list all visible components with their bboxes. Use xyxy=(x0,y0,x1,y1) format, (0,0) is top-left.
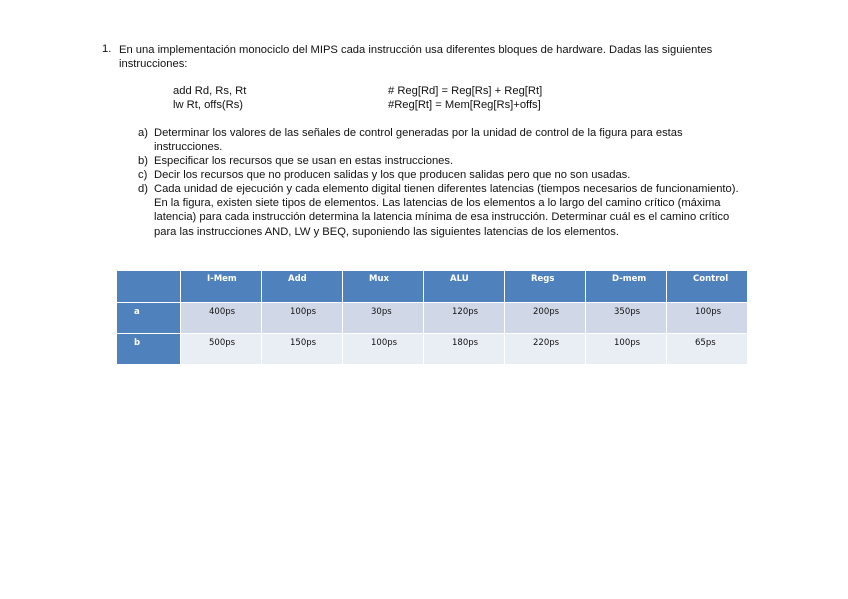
instruction-comment-lw: #Reg[Rt] = Mem[Reg[Rs]+offs] xyxy=(388,99,541,111)
table-cell: 65ps xyxy=(667,334,748,365)
column-header-control: Control xyxy=(667,271,748,303)
table-cell: 100ps xyxy=(667,303,748,334)
subquestion-label: a) xyxy=(138,127,148,139)
question-intro: En una implementación monociclo del MIPS cada instrucción usa diferentes bloques de hardware. Dadas las siguientes instrucciones: xyxy=(119,44,713,70)
instruction-code-add: add Rd, Rs, Rt xyxy=(173,85,247,97)
column-header-mux: Mux xyxy=(343,271,424,303)
table-cell: 150ps xyxy=(262,334,343,365)
column-header-add: Add xyxy=(262,271,343,303)
table-header-row xyxy=(117,271,748,303)
question-number: 1. xyxy=(102,43,112,55)
column-header-regs: Regs xyxy=(505,271,586,303)
subquestion-label: b) xyxy=(138,155,148,167)
table-cell: 100ps xyxy=(343,334,424,365)
table-cell: 200ps xyxy=(505,303,586,334)
subquestion-text: Determinar los valores de las señales de control generadas por la unidad de control de la figura para estas instrucciones. xyxy=(154,127,683,154)
table-row xyxy=(117,334,748,365)
table-cell: 500ps xyxy=(181,334,262,365)
subquestion-text: Decir los recursos que no producen salidas y los que producen salidas pero que no son usadas. xyxy=(154,169,631,181)
instruction-code-lw: lw Rt, offs(Rs) xyxy=(173,99,244,111)
table-cell: 350ps xyxy=(586,303,667,334)
table-cell: 120ps xyxy=(424,303,505,334)
column-header-imem: I-Mem xyxy=(181,271,262,303)
column-header-alu: ALU xyxy=(424,271,505,303)
table-cell: 100ps xyxy=(586,334,667,365)
table-corner-cell xyxy=(117,271,181,303)
table-row xyxy=(117,303,748,334)
row-header-b: b xyxy=(117,334,181,365)
subquestion-label: d) xyxy=(138,183,148,195)
subquestion-label: c) xyxy=(138,169,148,181)
subquestion-text: Especificar los recursos que se usan en estas instrucciones. xyxy=(154,155,454,167)
table-cell: 220ps xyxy=(505,334,586,365)
latency-table xyxy=(116,270,748,365)
table-cell: 100ps xyxy=(262,303,343,334)
instruction-comment-add: # Reg[Rd] = Reg[Rs] + Reg[Rt] xyxy=(388,85,543,97)
table-cell: 400ps xyxy=(181,303,262,334)
row-header-a: a xyxy=(117,303,181,334)
table-cell: 180ps xyxy=(424,334,505,365)
subquestion-text: Cada unidad de ejecución y cada elemento digital tienen diferentes latencias (tiempos necesarios de funcionamiento). En la figura, existen siete tipos de elementos. Las latencias de los elementos a lo largo del camino crítico (máxima latencia) para cada instrucción determina la latencia mínima de esa instrucción. Determinar cuál es el camino crítico para las instrucciones AND, LW y BEQ, suponiendo las siguientes latencias de los elementos. xyxy=(154,183,739,238)
column-header-dmem: D-mem xyxy=(586,271,667,303)
table-cell: 30ps xyxy=(343,303,424,334)
